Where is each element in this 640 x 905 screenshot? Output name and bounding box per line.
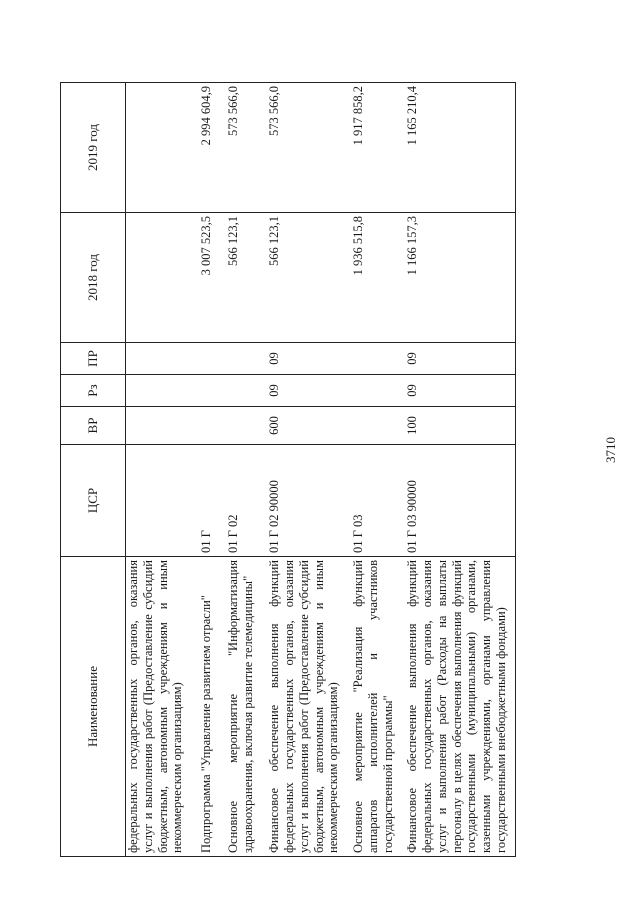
row-2018: 1 936 515,8	[343, 213, 397, 343]
row-csr: 01 Г 02 90000	[257, 445, 343, 557]
table-row	[257, 83, 343, 857]
row-csr: 01 Г 03 90000	[397, 445, 515, 557]
table-row	[343, 83, 397, 857]
header-2018: 2018 год	[61, 213, 126, 343]
row-pr	[126, 343, 188, 375]
row-2018: 1 166 157,3	[397, 213, 515, 343]
row-2019: 2 994 604,9	[187, 83, 216, 213]
row-name: Основное мероприятие "Реализация функций аппаратов исполнителей и участников государственной программы"	[343, 557, 397, 857]
row-vr: 100	[397, 407, 515, 445]
row-csr: 01 Г	[187, 445, 216, 557]
row-rz	[216, 375, 258, 407]
row-2018: 566 123,1	[257, 213, 343, 343]
row-vr: 600	[257, 407, 343, 445]
header-2019: 2019 год	[61, 83, 126, 213]
row-rz	[187, 375, 216, 407]
row-2019: 1 165 210,4	[397, 83, 515, 213]
row-2018: 3 007 523,5	[187, 213, 216, 343]
table-header-row	[61, 83, 126, 857]
header-csr: ЦСР	[61, 445, 126, 557]
header-rz: Рз	[61, 375, 126, 407]
row-rz	[343, 375, 397, 407]
row-csr	[126, 445, 188, 557]
header-vr: ВР	[61, 407, 126, 445]
row-name: Финансовое обеспечение выполнения функций федеральных государственных органов, оказания услуг и выполнения работ (Расходы на выплаты персоналу в целях обеспечения выполнения функций государственными (муниципальными) органами, казенными учреждениями, органами управления государственными внебюджетными фондами)	[397, 557, 515, 857]
row-pr: 09	[397, 343, 515, 375]
row-vr	[126, 407, 188, 445]
row-2018	[126, 213, 188, 343]
row-2019	[126, 83, 188, 213]
row-pr	[216, 343, 258, 375]
row-vr	[343, 407, 397, 445]
table-row	[397, 83, 515, 857]
header-name: Наименование	[61, 557, 126, 857]
row-name: Финансовое обеспечение выполнения функций федеральных государственных органов, оказания услуг и выполнения работ (Предоставление субсидий бюджетным, автономным учреждениям и иным некоммерческим организациям)	[257, 557, 343, 857]
row-name: Основное мероприятие "Информатизация здравоохранения, включая развитие телемедицины"	[216, 557, 258, 857]
row-2019: 1 917 858,2	[343, 83, 397, 213]
table-row	[216, 83, 258, 857]
row-2018: 566 123,1	[216, 213, 258, 343]
row-rz: 09	[257, 375, 343, 407]
row-2019: 573 566,0	[257, 83, 343, 213]
row-csr: 01 Г 02	[216, 445, 258, 557]
row-name: федеральных государственных органов, оказания услуг и выполнения работ (Предоставление субсидий бюджетным, автономным учреждениям и иным некоммерческим организациям)	[126, 557, 188, 857]
row-pr: 09	[257, 343, 343, 375]
row-rz	[126, 375, 188, 407]
page-number: 3710	[603, 437, 618, 463]
table-row	[126, 83, 188, 857]
row-rz: 09	[397, 375, 515, 407]
row-vr	[187, 407, 216, 445]
row-vr	[216, 407, 258, 445]
row-2019: 573 566,0	[216, 83, 258, 213]
header-pr: ПР	[61, 343, 126, 375]
row-name: Подпрограмма "Управление развитием отрасли"	[187, 557, 216, 857]
budget-table	[60, 82, 516, 857]
row-pr	[343, 343, 397, 375]
row-csr: 01 Г 03	[343, 445, 397, 557]
table-row	[187, 83, 216, 857]
row-pr	[187, 343, 216, 375]
